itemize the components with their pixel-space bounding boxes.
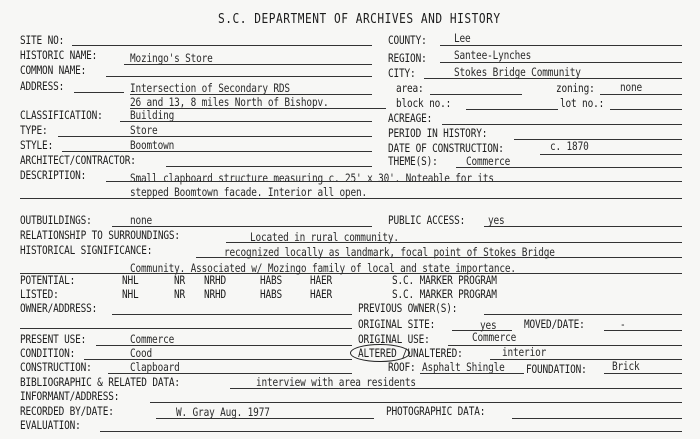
historic-name-line	[124, 64, 372, 65]
listed-marker: S.C. MARKER PROGRAM	[392, 287, 497, 301]
city-line	[424, 78, 682, 79]
lot-no-line	[610, 109, 682, 110]
description-line1-value: Small clapboard structure measuring c. 25' x 30'. Noteable for its	[130, 171, 494, 185]
description-line1-underline	[106, 181, 682, 182]
type-line	[58, 136, 372, 137]
city-label: CITY:	[388, 66, 416, 80]
foundation-line	[604, 373, 682, 374]
region-line	[440, 62, 682, 63]
style-line	[62, 151, 372, 152]
listed-nhl: NHL	[122, 287, 139, 301]
themes-value: Commerce	[466, 154, 511, 168]
acreage-line	[442, 124, 682, 125]
card-header: S.C. DEPARTMENT OF ARCHIVES AND HISTORY	[218, 12, 501, 27]
area-line	[430, 94, 522, 95]
potential-nhl: NHL	[122, 273, 139, 287]
roof-line	[420, 373, 524, 374]
condition-value: Cood	[130, 346, 153, 360]
unaltered-line	[490, 359, 682, 360]
date-construction-label: DATE OF CONSTRUCTION:	[388, 141, 504, 155]
area-label: area:	[396, 81, 424, 95]
type-label: TYPE:	[20, 123, 48, 137]
classification-label: CLASSIFICATION:	[20, 108, 103, 122]
type-value: Store	[130, 123, 158, 137]
relationship-value: Located in rural community.	[250, 230, 399, 244]
bibliographic-value: interview with area residents	[256, 375, 416, 389]
condition-label: CONDITION:	[20, 346, 76, 360]
altered-label: ALTERED	[358, 346, 397, 360]
zoning-label: zoning:	[556, 81, 595, 95]
potential-label: POTENTIAL:	[20, 273, 76, 287]
address-line1-value: Intersection of Secondary RDS	[130, 81, 290, 95]
listed-nr: NR	[174, 287, 186, 301]
address-line2-value: 26 and 13, 8 miles North of Bishopv.	[130, 95, 329, 109]
listed-label: LISTED:	[20, 287, 59, 301]
public-access-label: PUBLIC ACCESS:	[388, 213, 466, 227]
city-value: Stokes Bridge Community	[454, 65, 581, 79]
county-value: Lee	[454, 31, 471, 45]
lot-no-label: lot no.:	[560, 96, 605, 110]
outbuildings-value: none	[130, 213, 153, 227]
classification-value: Building	[130, 108, 175, 122]
photographic-line	[512, 418, 682, 419]
photographic-label: PHOTOGRAPHIC DATA:	[386, 404, 486, 418]
description-label: DESCRIPTION:	[20, 168, 87, 182]
recorded-by-label: RECORDED BY/DATE:	[20, 404, 114, 418]
region-value: Santee-Lynches	[454, 48, 532, 62]
acreage-label: ACREAGE:	[388, 111, 433, 125]
foundation-value: Brick	[612, 359, 640, 373]
zoning-line	[600, 94, 682, 95]
architect-label: ARCHITECT/CONTRACTOR:	[20, 153, 136, 167]
outbuildings-label: OUTBUILDINGS:	[20, 213, 92, 227]
zoning-value: none	[620, 80, 643, 94]
roof-label: ROOF:	[388, 360, 416, 374]
period-line	[514, 139, 682, 140]
address-label: ADDRESS:	[20, 79, 65, 93]
original-site-label: ORIGINAL SITE:	[358, 317, 436, 331]
historic-name-value: Mozingo's Store	[130, 51, 213, 65]
original-use-value: Commerce	[472, 330, 517, 344]
themes-line	[456, 167, 682, 168]
region-label: REGION:	[388, 51, 427, 65]
original-use-line	[448, 345, 682, 346]
date-construction-value: c. 1870	[550, 139, 589, 153]
original-use-label: ORIGINAL USE:	[358, 332, 430, 346]
historic-name-label: HISTORIC NAME:	[20, 48, 98, 62]
moved-date-value: -	[620, 317, 626, 331]
evaluation-line	[100, 431, 682, 432]
foundation-label: FOUNDATION:	[526, 362, 587, 376]
present-use-value: Commerce	[130, 332, 175, 346]
architect-line	[166, 166, 372, 167]
significance-line2-value: Community. Associated w/ Mozingo family of local and state importance.	[130, 261, 516, 275]
recorded-by-line	[156, 418, 374, 419]
construction-line	[108, 373, 352, 374]
listed-haer: HAER	[310, 287, 333, 301]
description-line2-underline	[20, 198, 682, 199]
listed-nrhd: NRHD	[204, 287, 227, 301]
significance-label: HISTORICAL SIGNIFICANCE:	[20, 243, 153, 257]
relationship-label: RELATIONSHIP TO SURROUNDINGS:	[20, 228, 180, 242]
potential-habs: HABS	[260, 273, 283, 287]
owner-label: OWNER/ADDRESS:	[20, 301, 98, 315]
date-construction-line	[540, 154, 682, 155]
period-label: PERIOD IN HISTORY:	[388, 126, 488, 140]
moved-date-line	[604, 330, 682, 331]
description-line2-value: stepped Boomtown facade. Interior all open.	[130, 185, 368, 199]
style-value: Boomtown	[130, 138, 175, 152]
previous-owners-line	[484, 314, 682, 315]
informant-label: INFORMANT/ADDRESS:	[20, 389, 120, 403]
construction-label: CONSTRUCTION:	[20, 360, 92, 374]
roof-value: Asphalt Shingle	[422, 360, 505, 374]
significance-line2-underline	[20, 273, 682, 274]
relationship-line	[226, 242, 682, 243]
common-name-line	[106, 76, 372, 77]
classification-line	[120, 121, 372, 122]
potential-nr: NR	[174, 273, 186, 287]
block-no-label: block no.:	[396, 96, 452, 110]
condition-line	[84, 359, 352, 360]
present-use-label: PRESENT USE:	[20, 332, 87, 346]
public-access-value: yes	[488, 213, 505, 227]
owner-line-2	[20, 328, 352, 329]
previous-owners-label: PREVIOUS OWNER(S):	[358, 301, 458, 315]
listed-habs: HABS	[260, 287, 283, 301]
recorded-by-value: W. Gray Aug. 1977	[176, 405, 270, 419]
themes-label: THEME(S):	[388, 154, 438, 168]
site-no-label: SITE NO:	[20, 33, 65, 47]
county-line	[440, 45, 682, 46]
evaluation-label: EVALUATION:	[20, 418, 81, 432]
informant-line	[150, 402, 682, 403]
unaltered-value: interior	[502, 345, 547, 359]
bibliographic-line	[230, 388, 682, 389]
common-name-label: COMMON NAME:	[20, 63, 87, 77]
construction-value: Clapboard	[130, 360, 180, 374]
style-label: STYLE:	[20, 138, 54, 152]
site-no-line	[72, 45, 372, 46]
moved-date-label: MOVED/DATE:	[524, 317, 585, 331]
potential-marker: S.C. MARKER PROGRAM	[392, 273, 497, 287]
bibliographic-label: BIBLIOGRAPHIC & RELATED DATA:	[20, 375, 180, 389]
address-line-lead	[74, 92, 124, 93]
original-site-value: yes	[480, 318, 497, 332]
block-no-line	[466, 109, 558, 110]
outbuildings-line	[112, 226, 372, 227]
potential-haer: HAER	[310, 273, 333, 287]
unaltered-label: /UNALTERED:	[402, 346, 463, 360]
owner-line	[112, 314, 352, 315]
significance-line1-underline	[196, 257, 682, 258]
public-access-line	[484, 226, 682, 227]
potential-nrhd: NRHD	[204, 273, 227, 287]
significance-line1-value: recognized locally as landmark, focal point of Stokes Bridge	[224, 245, 555, 259]
county-label: COUNTY:	[388, 33, 427, 47]
